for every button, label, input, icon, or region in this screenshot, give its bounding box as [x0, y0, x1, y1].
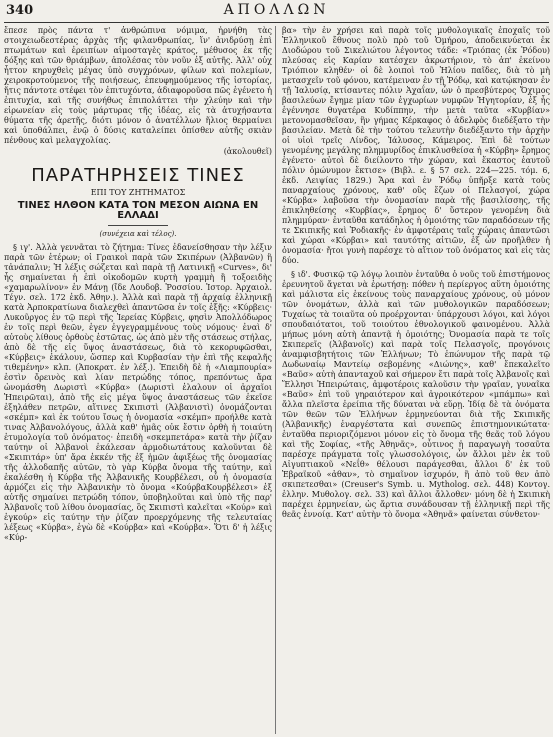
continued-marker: (ἀκολουθεῖ)	[223, 147, 272, 156]
right-column	[282, 26, 550, 734]
right-paragraph-1: βα» τὴν ἐν χρήσει καὶ παρὰ τοῖς μυθολογικαῖς ἐποχαῖς τοῦ Ἑλληνικοῦ ἔθνους πολὺ πρὸ τοῦ Ὁμήρου, ἀποδεικνύεται ἐκ Διοδώρου τοῦ Σικελιώτου λέγοντος τάδε: «Τριόπας (ἐκ Ῥόδου) πλεύσας εἰς Καρίαν κατέσχεν ἀκρωτήριον, τὸ ἀπ' ἐκείνου Τριόπιον κληθέν· οἱ δὲ λοιποὶ τοῦ Ἡλίου παῖδες, διὰ τὸ μὴ μετασχεῖν τοῦ φόνου, κατέμειναν ἐν τῇ Ῥόδῳ, καὶ κατῴκησαν ἐν τῇ Ἰαλυσίᾳ, κτίσαντες πόλιν Ἀχαΐαν, ὧν ὁ πρεσβύτερος Ὄχιμος βασιλεύων ἔγημε μίαν τῶν ἐγχωρίων νυμφῶν Ἡγητορίαν, ἐξ ἧς ἐγέννησε θυγατέρα Κυδίππην, τὴν μετὰ ταῦτα «Κυρβίαν» μετονομασθεῖσαν, ἣν γήμας Κέρκαφος ὁ ἀδελφὸς διεδέξατο τὴν βασιλείαν. Μετὰ δὲ τὴν τούτου τελευτὴν διεδέξαντο τὴν ἀρχὴν οἱ υἱοὶ τρεῖς Λίνδος, Ἰάλυσος, Κάμειρος. Ἐπὶ δὲ τούτων γενομένης μεγάλης πλημμυρίδος ἐπικλυσθείσα ἡ «Κύρβη» ἔρημος ἐγένετο· αὐτοὶ δὲ διείλοντο τὴν χώραν, καὶ ἕκαστος ἑαυτοῦ πόλιν ὁμώνυμον ἔκτισε» (Βιβλ. ε. § 57 σελ. 224—225. τόμ. 6, ἐκδ. Λειψίας 1829.) Ἄρα καὶ ἐν Ῥόδῳ ὑπῆρξε κατὰ τοὺς παναρχαίους χρόνους, καθ' οὓς ἔζων οἱ Πελασγοί, χώρα «Κύρβα» λαβοῦσα τὴν ὀνομασίαν παρὰ τῆς βασιλίσσης, τῆς ἐπικληθείσης «Κυρβίας», ἔρημος δ' ὕστερον γενομένη διὰ πλημμύραν· ἐνταῦθα κατάδηλος ἡ ὁμοιότης τῶν παραδόσεων τῆς τε Σκιπικῆς καὶ Ῥοδιακῆς· ἐν ἀμφοτέραις ταῖς χώραις ἀπαντῶσι καὶ χώραι «Κύρβαι» καὶ ταυτότης αἰτιῶν, ἐξ ὧν προῆλθεν ἡ ὀνομασία· ἤτοι γυνὴ παρέσχε τὸ αἴτιον τοῦ ὀνόματος καὶ εἰς τὰς δύο.	[282, 26, 550, 265]
article-title: ΠΑΡΑΤΗΡΗΣΕΙΣ ΤΙΝΕΣ	[31, 165, 245, 186]
page-number: 340	[6, 3, 34, 18]
header-rule	[4, 22, 549, 23]
section-13-paragraph: § ιγ'. Ἀλλὰ γεννᾶται τὸ ζήτημα: Τίνες ἐδανείσθησαν τὴν λέξιν παρὰ τῶν ἑτέρων; οἱ Γραικοὶ παρὰ τῶν Σκιπέρων (Ἀλβανῶν) ἢ τἀνάπαλιν; Ἡ λέξις σώζεται καὶ παρὰ τῇ Λατινικῇ «Curves», δι' ἧς σημαίνεται ἡ ἐπὶ οἰκοδομῶν κυρτὴ γραμμὴ ἢ τοξοειδὴς «χαμαρωλίνον» ἐν Μάνῃ (ἴδε Λουδοβ. Ῥοσσίου. Ἱστορ. Ἀρχαιολ. Τέγν. σελ. 172 ἐκδ. Ἀθην.). Ἀλλὰ καὶ παρὰ τῇ ἀρχαίᾳ ἑλληνικῇ κατὰ Ἀρποκρατίωνα διαλεχθεὶ ἀπαντῶσα ἐν τοῖς ἑξῆς: «Κύρβεις· Λυκοῦργος ἐν τῷ περὶ τῆς Ἱερείας Κύρβεις, φησὶν Ἀπολλόδωρος ἐν τοῖς περὶ θεῶν, ἐγεν ἐγγεγραμμένους τοὺς νόμους· ἐναὶ δ' αὐτοὺς λίθους ὀρθοὺς ἑστῶτας, ὡς ἀπὸ μὲν τῆς στάσεως στήλας, ἀπὸ δὲ τῆς εἰς ὕψος ἀναστάσεως, διὰ τὸ κεκορυφῶσθαι, «Κύρβεις» ἐκάλουν, ὥσπερ καὶ Κυρβασίαν τὴν ἐπὶ τῆς κεφαλῆς τιθεμένην» κλπ. (Ἀποκρατ. ἐν λέξ.). Ἐπειδὴ δὲ ἡ «Λιαμπουρία» ἐστὶν ὄρεινὸς καὶ λίαν πετρώδης τόπος, πρεπόντως ἄρα ὠνομάσθη Δωριστὶ «Κύρβα» (Δωριστὶ ἐλαλουν οἱ ἀρχαῖοι Ἠπειρῶται), ἀπὸ τῆς εἰς μέγα ὕψος ἀναστάσεως τῶν ἐκεῖσε ἐξηλάθεν πετρῶν, αἵτινες Σκιπιστὶ (Ἀλβανιστὶ) ὀνομάζονται «σκέμπ» καὶ ἐκ τούτου ἴσως ἡ ὀνομασία «σκέμπ» προήλθε κατὰ τινας Ἀλβανολόγους, ἀλλὰ καθ' ἡμᾶς οὐκ ἔστιν ὀρθὴ ἡ τοιαύτη ἐτυμολογία τοῦ ὀνόματος· ἐπειδὴ «σκεμπετάρα» κατὰ τὴν ῥίζαν ταύτην οἱ Ἀλβανοὶ ἐκάλεσαν ἀρμοδιωτάτους καλοῦνται δὲ «Σκιπιτάρ» ὑπ' ἄρα ἐκκέν τῆς ἐξ ἡμῶν ἀφιξέως τῆς ὀνομασίας τῆς ἀλλοδαπῆς αὐτῶν, τὸ γὰρ Κύρβα ὄνομα τῆς ταύτην, καὶ ἐκαλέσθη ἡ Κύρβα τῆς Ἀλβανικῆς Κουρβέλεσι, οὗ ἡ ὀνομασία ἀρμόζει εἰς τὴν Ἀλβανικὴν τὸ ὄνομα «ΚούρβαΚουρβέλεσι» ἐξ αὐτῆς σημαίνει πετρώδη τόπον, ὑποβηλοῦται καὶ ὑπὸ τῆς παρ' Ἀλβανοῖς τοῦ λίθου ὀνομασίας, ὃς Σκιπιστὶ καλεῖται «Κούρ» καὶ ἐγκούρ» εἰς ταύτην τὴν ῥίζαν προερχόμενης τῆς τελευταίας λέξεως «Κύρβα», ἐγὼ δὲ «Κούρβα» καὶ «Κούρβα». Ὅτι δ' ἡ λέξις «Κύρ-	[4, 243, 272, 542]
title-divider	[108, 225, 168, 226]
intro-paragraph: ἔπεσε πρὸς πάντα τ' ἀνθρώπινα νόμιμα, ἠρνήθη τὰς στοιχειωδεστέρας ἀρχὰς τῆς φιλανθρωπίας, ἵν' ἀνιδρύσῃ ἐπὶ πτωμάτων καὶ ἐρειπίων αἱμοσταγὲς κράτος, μέθυσος ἐκ τῆς δόξης καὶ τῶν θριάμβων, ἀπολέσας τὸν νοῦν ἐξ αὐτῆς. Ἀλλ' οὐχ ἧττον κηρυχθεὶς μέγας ὑπὸ συγχρόνων, φίλων καὶ πολεμίων, χειροκροτούμενος τῆς ποιήσεως, ἐπευφημούμενος τῆς ἱστορίας, ἤτις πάντοτε στέφει τὸν ἐπιτυχόντα, ἀδιαφοροῦσα πῶς ἐγένετο ἡ ἐπιτυχία, καὶ τῆς συνήθως ἐπιπολάττει τὴν χλεύην καὶ τὴν εἰρωνείαν εἰς τοὺς μάρτυρας τῆς ἰδέας, εἰς τὰ ἀτυχήσαντα θύματα τῆς ἀρετῆς, διότι μόνον ὁ ἀνατέλλων ἥλιος θερμαίνει καὶ ὑποθάλπει, ἐνῷ ὁ δύσις καταλείπει ὀπίσθεν αὐτῆς σκιὰν πένθους καὶ μελαγχολίας.	[4, 26, 272, 145]
left-column	[4, 26, 272, 734]
column-divider	[275, 26, 276, 734]
article-subtitle-2: ΤΙΝΕΣ ΗΛΘΟΝ ΚΑΤΑ ΤΟΝ ΜΕΣΟΝ ΑΙΩΝΑ ΕΝ ΕΛΛΑΔΙ	[17, 200, 259, 221]
section-14-paragraph: § ιδ'. Φυσικῷ τῷ λόγῳ λοιπὸν ἐνταῦθα ὁ νοῦς τοῦ ἐπιστήμονος ἐρευνητοῦ ἄγεται νὰ ἐρωτήσῃ: πόθεν ἡ περίεργος αὕτη ὁμοιότης καὶ μάλιστα εἰς ἐκείνους τοὺς παναρχαίους χρόνους, οὐ μόνον τῶν ὀνομάτων, ἀλλὰ καὶ τῶν μυθολογικῶν παραδόσεων; Τυχαίως τὰ τοιαῦτα οὐ προέρχονται· ὑπάρχουσι λόγοι, καὶ λόγοι σπουδαιότατοι, τοῦ τοιούτου ἐθνολογικοῦ φαινομένου. Ἀλλὰ μήπως μόνη αὐτὴ ἀπαντᾷ ἡ ὁμοιότης; Ὀνομασία παρὰ τε τοῖς Σκιπερεῖς (Ἀλβανοῖς) καὶ παρὰ τοῖς Πελασγοῖς, προγόνοις ἀναμφισβητήτοις τῶν Ἑλλήνων; Τὸ ἐπώνυμον τῆς παρὰ τῷ Δωδωναίῳ Μαντείῳ σεβομένης «Διώνης», καθ' ἔπεκαλεῖτο «Βαῦσ» αὐτὴ ἁπανταχοῦ καὶ σήμερον ἔτι παρὰ τοῖς Ἀλβανοῖς καὶ Ἕλλησι Ἠπειρώταις, ἀμφοτέροις καλοῦσιν τὴν γραῖαν, γυναῖκα «Βαῦσ» ἐπὶ τοῦ γηραιότερον καὶ ἀγροικότερον «μπάμπω» καὶ ἄλλα πλεῖστα ἐρείπια τῆς δύναται νὰ εὕρῃ. Ἰδίᾳ δὲ τὰ ὀνόματα τῶν θεῶν τῶν Ἑλλήνων ἑρμηνεύονται διὰ τῆς Σκιπικῆς (Ἀλβανικῆς) ἐναργέστατα καὶ συνεπῶς ἐπιστημονικώτατα· ἐνταῦθα περιοριζόμενοι μόνον εἰς τὸ ὄνομα τῆς θεᾶς τοῦ λόγου καὶ τῆς Σοφίας, «τῆς Ἀθηνᾶς», οὗτινος ἡ παραγωγὴ τοσαῦτα παρέσχε πράγματα τοῖς γλωσσολόγοις, ὧν ἄλλοι μὲν ἐκ τοῦ Αἰγυπτιακοῦ «Νεΐθ» θέλουσι παράγεσθαι, ἄλλοι δ' ἐκ τοῦ Ἑβραϊκοῦ «ἀθαν», τὸ σημαῖνον ἰσχυρόν, ἢ ἀπὸ τοῦ θεν ἀπὸ σκιπετεσθαι» (Creuser's Symb. u. Mytholog. σελ. 448) Κοντογ. ἐλλην. Μυθολογ. σελ. 33) καὶ ἄλλοι ἄλλοθεν· μόνη δὲ ἡ Σκιπικὴ παρέχει ἑρμηνείαν, ὡς ἄρτια συνάδουσαν τῇ ἑλληνικῇ περὶ τῆς θεᾶς ἐννοίᾳ. Κατ' αὐτὴν τὸ ὄνομα «Ἀθηνᾶ» φαίνεται σύνθετον·	[282, 270, 550, 519]
continuation-note: (συνέχεια καὶ τέλος).	[99, 230, 177, 238]
article-subtitle: ΕΠΙ ΤΟΥ ΖΗΤΗΜΑΤΟΣ	[90, 188, 186, 197]
running-title: ΑΠΟΛΛΩΝ	[223, 2, 330, 18]
